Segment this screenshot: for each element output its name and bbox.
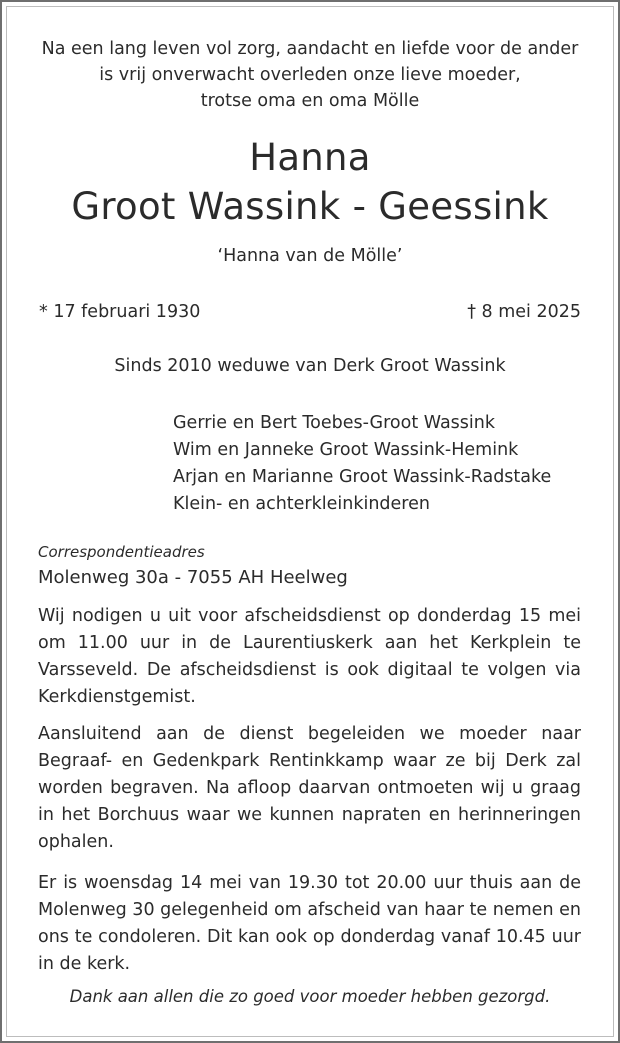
correspondence-label: Correspondentieadres <box>38 543 205 561</box>
deceased-full-name: Groot Wassink - Geessink <box>71 185 549 228</box>
intro-line: is vrij onverwacht overleden onze lieve moeder, <box>99 65 521 85</box>
birth-date: * 17 februari 1930 <box>39 302 201 322</box>
thanks-line: Dank aan allen die zo goed voor moeder hebben gezorgd. <box>69 987 551 1006</box>
deceased-nickname: ‘Hanna van de Mölle’ <box>217 246 403 266</box>
service-paragraph: Wij nodigen u uit voor afscheidsdienst op donderdag 15 mei om 11.00 uur in de Laurentiuskerk aan het Kerkplein te Varsseveld. De afscheidsdienst is ook digitaal te volgen via Kerkdienstgemist. <box>38 606 581 707</box>
deceased-first-name: Hanna <box>249 136 371 179</box>
intro-line: trotse oma en oma Mölle <box>200 91 420 111</box>
family-member: Arjan en Marianne Groot Wassink-Radstake <box>173 467 552 487</box>
family-member: Gerrie en Bert Toebes-Groot Wassink <box>173 413 495 433</box>
burial-paragraph: Aansluitend aan de dienst begeleiden we moeder naar Begraaf- en Gedenkpark Rentinkkamp waar ze bij Derk zal worden begraven. Na afloop daarvan ontmoeten wij u graag in het Borchuus waar we kunnen napraten en herinneringen ophalen. <box>38 724 581 852</box>
condolence-paragraph: Er is woensdag 14 mei van 19.30 tot 20.00 uur thuis aan de Molenweg 30 gelegenheid om afscheid van haar te nemen en ons te condoleren. Dit kan ook op donderdag vanaf 10.45 uur in de kerk. <box>38 873 581 974</box>
widow-line: Sinds 2010 weduwe van Derk Groot Wassink <box>114 356 506 376</box>
death-date: † 8 mei 2025 <box>467 302 581 322</box>
family-member: Klein- en achterkleinkinderen <box>173 494 430 514</box>
family-list <box>173 410 551 518</box>
family-member: Wim en Janneke Groot Wassink-Hemink <box>173 440 519 460</box>
correspondence-address: Molenweg 30a - 7055 AH Heelweg <box>38 567 348 588</box>
intro-text <box>2 36 618 114</box>
intro-line: Na een lang leven vol zorg, aandacht en liefde voor de ander <box>41 39 579 59</box>
